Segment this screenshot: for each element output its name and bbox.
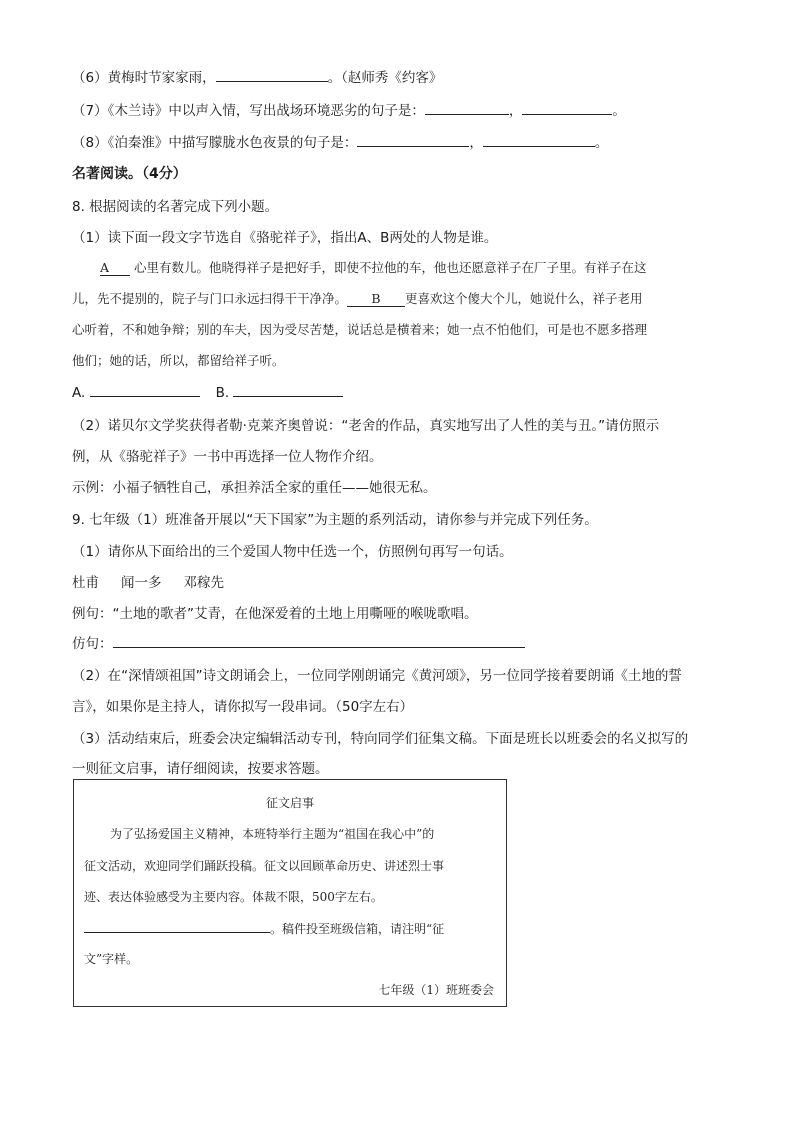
notice-signature: 七年级（1）班班委会	[378, 983, 494, 997]
imitate-label: 仿句：	[72, 636, 113, 652]
q8-sub2-l1: （2）诺贝尔文学奖获得者勒·克莱齐奥曾说：“老舍的作品，真实地写出了人性的美与丑。”请仿照示	[72, 418, 660, 434]
answer-b-label: B.	[215, 385, 230, 401]
notice-box	[73, 779, 507, 1007]
q8-example: 示例：小福子牺牲自己，承担养活全家的重任——她很无私。	[72, 480, 437, 496]
q7-answer-blank-2[interactable]	[522, 100, 612, 115]
q8-sub2-l2: 例，从《骆驼祥子》一书中再选择一位人物作介绍。	[72, 449, 383, 465]
q6-answer-blank[interactable]	[216, 67, 328, 82]
q8-poem-sep: ，	[469, 135, 483, 151]
q9-sub3-l1: （3）活动结束后，班委会决定编辑活动专刊，特向同学们征集文稿。下面是班长以班委会的名义拟写的	[72, 731, 689, 747]
passage-line-2	[72, 289, 643, 307]
q8-poem-prefix: （8）《泊秦淮》中描写朦胧水色夜景的句子是：	[72, 135, 358, 151]
name-wen-yiduo: 闻一多	[121, 575, 162, 591]
passage-label-a: A	[100, 260, 130, 276]
q9-sub2-l2: 言》，如果你是主持人，请你拟写一段串词。（50字左右）	[72, 699, 414, 715]
q8-poem-blank-2[interactable]	[483, 132, 595, 147]
q7-answer-blank-1[interactable]	[425, 100, 509, 115]
q8-sub1: （1）读下面一段文字节选自《骆驼祥子》，指出A、B两处的人物是谁。	[72, 230, 498, 246]
answer-a-blank[interactable]	[90, 382, 200, 397]
name-du-fu: 杜甫	[72, 575, 99, 591]
name-deng-jiaxian: 邓稼先	[183, 575, 224, 591]
q9-intro: 9. 七年级（1）班准备开展以“天下国家”为主题的系列活动，请你参与并完成下列任务。	[72, 512, 598, 528]
passage-line-3: 心听着，不和她争辩；别的车夫，因为受尽苦楚，说话总是横着来；她一点不怕他们，可是也不愿多搭理	[72, 322, 648, 337]
notice-line-3: 迹、表达体验感受为主要内容。体裁不限，500字左右。	[84, 890, 383, 904]
notice-title: 征文启事	[265, 796, 314, 810]
answer-b-blank[interactable]	[233, 382, 343, 397]
q8-poem-line	[72, 131, 608, 151]
q9-imitate-line	[72, 632, 525, 652]
q9-sub2-l1: （2）在“深情颂祖国”诗文朗诵会上，一位同学刚朗诵完《黄河颂》，另一位同学接着要朗诵《土地的誓	[72, 668, 682, 684]
q9-sub3-l2: 一则征文启事，请仔细阅读，按要求答题。	[72, 761, 329, 777]
q9-sub1: （1）请你从下面给出的三个爱国人物中任选一个，仿照例句再写一句话。	[72, 544, 513, 560]
passage-text-2b: 更喜欢这个傻大个儿，她说什么，祥子老用	[405, 291, 643, 306]
notice-line-4	[84, 919, 444, 937]
answer-line-ab	[72, 382, 343, 401]
q7-prefix: （7）《木兰诗》中以声入情，写出战场环境恶劣的句子是：	[72, 103, 425, 119]
q7-sep: ，	[508, 103, 523, 119]
q8-poem-end: 。	[594, 135, 609, 151]
answer-a-label: A.	[72, 385, 86, 401]
notice-line-1: 为了弘扬爱国主义精神，本班特举行主题为“祖国在我心中”的	[110, 827, 435, 841]
q9-names	[72, 571, 224, 591]
notice-line-5: 文”字样。	[84, 952, 139, 966]
passage-text-2a: 儿，先不提别的，院子与门口永远扫得干干净净。	[72, 291, 348, 306]
passage-line-1	[100, 258, 647, 276]
q6-suffix: 。（赵师秀《约客》	[327, 70, 443, 86]
notice-blank[interactable]	[84, 919, 270, 933]
q8-intro: 8. 根据阅读的名著完成下列小题。	[72, 199, 279, 215]
q6-prefix: （6）黄梅时节家家雨，	[72, 70, 216, 86]
q7-end: 。	[612, 103, 626, 119]
q9-example: 例句：“土地的歌者”艾青，在他深爱着的土地上用嘶哑的喉咙歌唱。	[72, 606, 478, 622]
imitate-blank[interactable]	[113, 633, 525, 648]
passage-label-b: B	[347, 291, 405, 307]
q6-line	[72, 66, 442, 86]
q8-poem-blank-1[interactable]	[357, 132, 469, 147]
passage-text-1: 心里有数儿。他晓得祥子是把好手，即使不拉他的车，他也还愿意祥子在厂子里。有祥子在这	[133, 260, 647, 275]
passage-line-4: 他们；她的话，所以，都留给祥子听。	[72, 353, 285, 368]
notice-line-4-text: 。稿件投至班级信箱，请注明“征	[270, 922, 445, 936]
q7-line	[72, 99, 626, 119]
section-title: 名著阅读。（4分）	[72, 166, 187, 182]
notice-line-2: 征文活动，欢迎同学们踊跃投稿。征文以回顾革命历史、讲述烈士事	[84, 859, 445, 873]
